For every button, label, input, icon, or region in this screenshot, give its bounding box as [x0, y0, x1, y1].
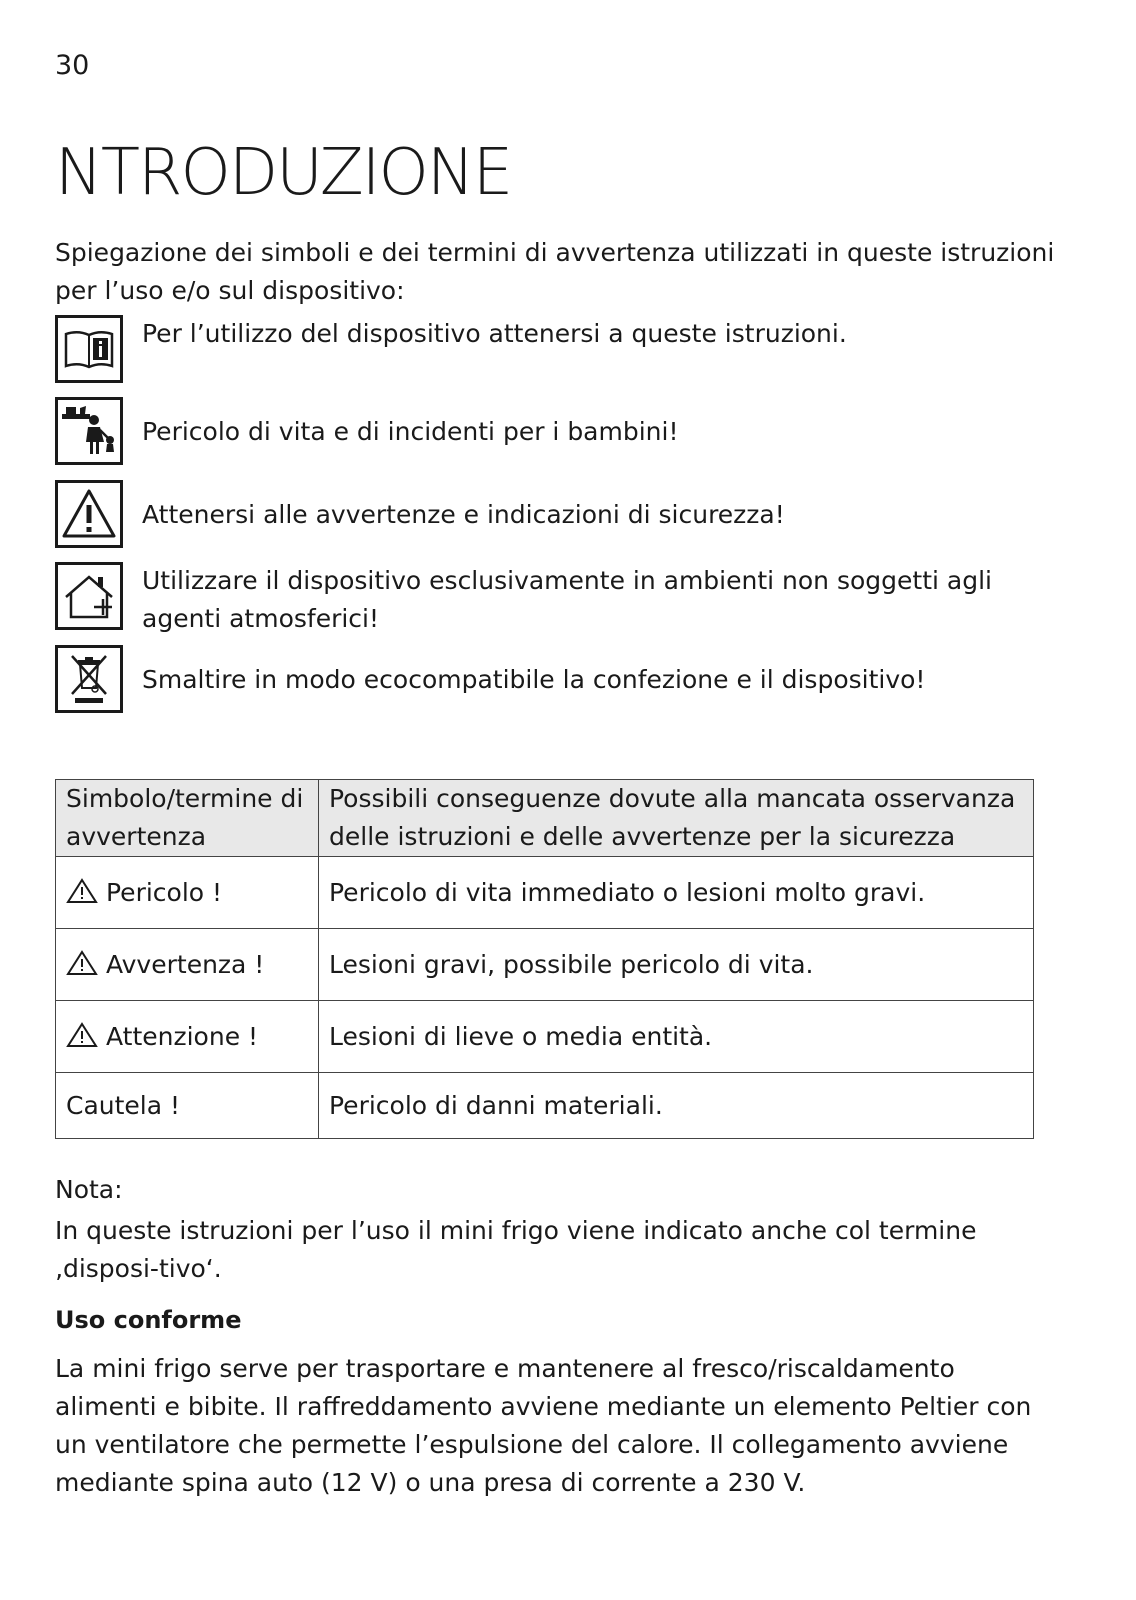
table-header-cell: Simbolo/termine di avvertenza: [56, 780, 319, 857]
symbol-row-children: [55, 397, 1055, 469]
symbol-row-instructions: [55, 315, 1055, 387]
symbol-text: Smaltire in modo ecocompatibile la confezione e il dispositivo!: [142, 665, 926, 694]
warning-terms-table: [55, 779, 1034, 1139]
indoor-use-icon: [55, 562, 123, 630]
term-meaning: Lesioni gravi, possibile pericolo di vita.: [319, 929, 1034, 1001]
symbol-row-warning: [55, 480, 1055, 552]
symbol-row-indoor: [55, 562, 1055, 634]
term-meaning: Pericolo di vita immediato o lesioni molto gravi.: [319, 857, 1034, 929]
note-label: Nota:: [55, 1175, 123, 1204]
page-title: NTRODUZIONE: [55, 136, 512, 210]
warning-triangle-icon: [66, 1022, 98, 1048]
symbol-text: Utilizzare il dispositivo esclusivamente in ambienti non soggetti agli agenti atmosferici!: [142, 566, 992, 633]
table-header-row: [56, 780, 1034, 857]
term-label: Pericolo !: [106, 878, 223, 907]
warning-triangle-icon: [66, 878, 98, 904]
warning-triangle-icon: [66, 950, 98, 976]
table-row: [56, 929, 1034, 1001]
crossed-bin-icon: [55, 645, 123, 713]
symbol-row-disposal: [55, 645, 1055, 717]
term-label: Avvertenza !: [106, 950, 265, 979]
table-header-cell: Possibili conseguenze dovute alla mancata osservanza delle istruzioni e delle avvertenze per la sicurezza: [319, 780, 1034, 857]
instruction-book-icon: [55, 315, 123, 383]
note-text: In queste istruzioni per l’uso il mini frigo viene indicato anche col termine ‚disposi-tivo‘.: [55, 1216, 977, 1283]
symbol-text: Per l’utilizzo del dispositivo attenersi a queste istruzioni.: [142, 319, 847, 348]
symbol-text: Pericolo di vita e di incidenti per i bambini!: [142, 417, 679, 446]
intro-paragraph: Spiegazione dei simboli e dei termini di avvertenza utilizzati in queste istruzioni per l’uso e/o sul dispositivo:: [55, 238, 1055, 305]
table-row: [56, 857, 1034, 929]
term-meaning: Pericolo di danni materiali.: [319, 1073, 1034, 1139]
section-text: La mini frigo serve per trasportare e mantenere al fresco/riscaldamento alimenti e bibite. Il raffreddamento avviene mediante un elemento Peltier con un ventilatore che permette l’espulsione del calore. Il collegamento avviene mediante spina auto (12 V) o una presa di corrente a 230 V.: [55, 1354, 1032, 1497]
table-row: [56, 1073, 1034, 1139]
term-label: Attenzione !: [106, 1022, 259, 1051]
term-label: Cautela !: [56, 1073, 319, 1139]
page-number: 30: [55, 50, 90, 81]
section-title: Uso conforme: [55, 1306, 242, 1334]
warning-triangle-icon: [55, 480, 123, 548]
symbol-text: Attenersi alle avvertenze e indicazioni di sicurezza!: [142, 500, 785, 529]
child-danger-icon: [55, 397, 123, 465]
term-meaning: Lesioni di lieve o media entità.: [319, 1001, 1034, 1073]
table-row: [56, 1001, 1034, 1073]
